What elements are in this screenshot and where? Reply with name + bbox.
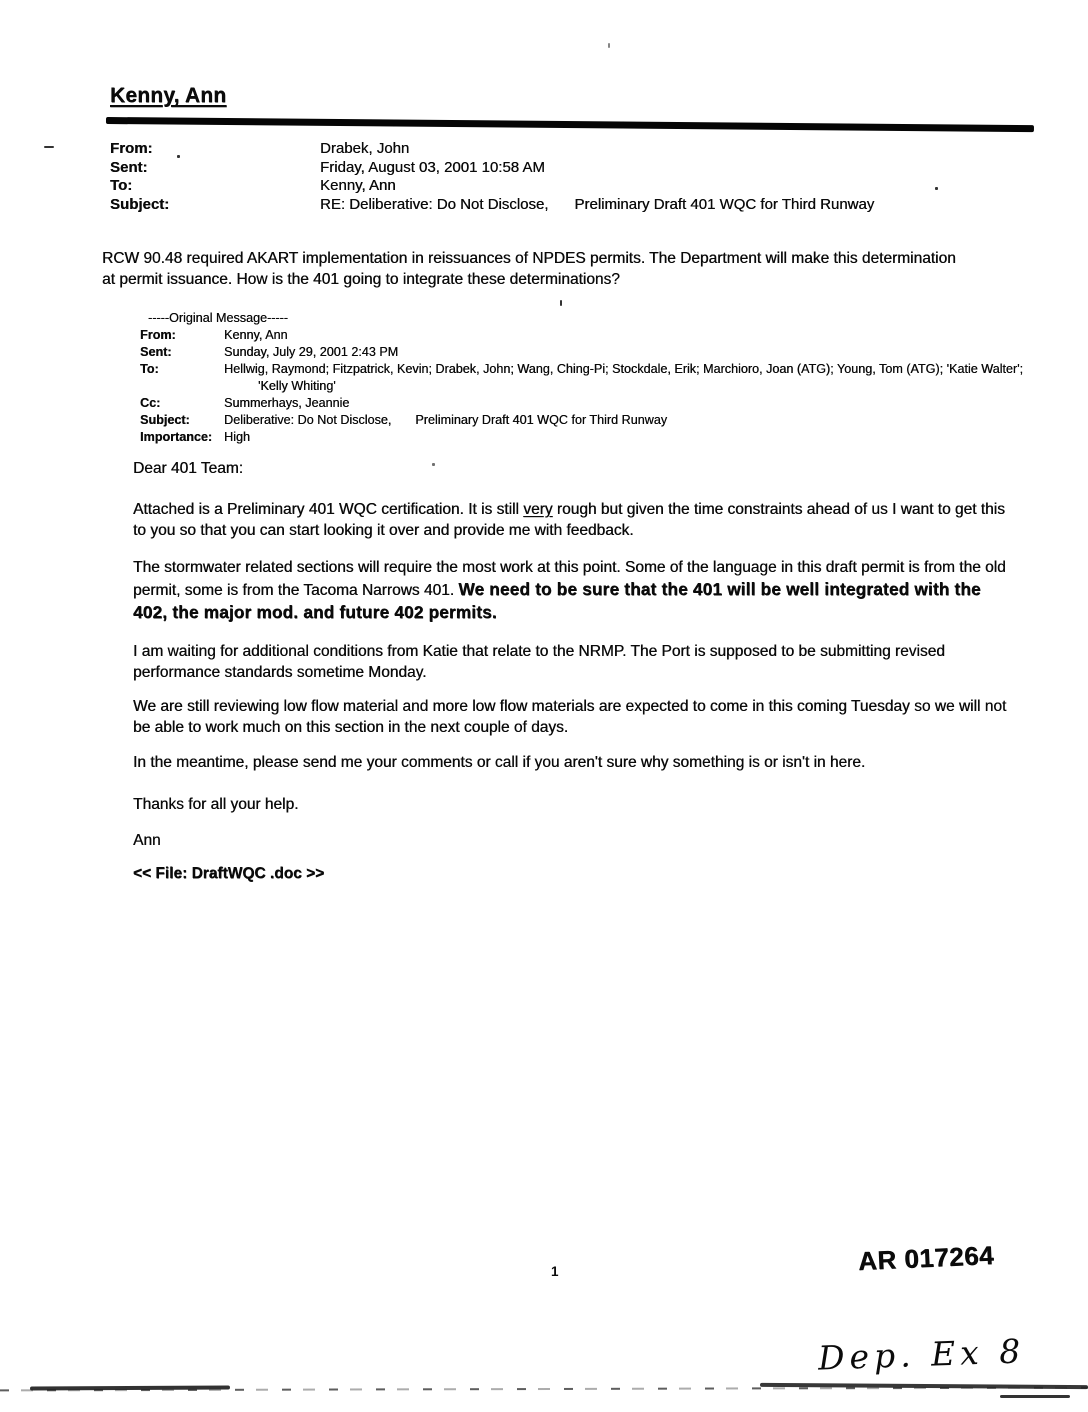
field-value: Summerhays, Jeannie bbox=[224, 396, 350, 410]
field-value: Friday, August 03, 2001 10:58 AM bbox=[320, 158, 545, 176]
attachment-reference: << File: DraftWQC .doc >> bbox=[133, 865, 325, 882]
paragraph-4: We are still reviewing low flow material and more low flow materials are expected to come in this coming Tuesday so we will not be able to work much on this section in the next couple of days. bbox=[133, 698, 1007, 736]
scan-speck bbox=[935, 187, 938, 190]
field-value: Drabek, John bbox=[320, 140, 410, 157]
quoted-row-cc bbox=[140, 395, 1030, 412]
scan-speck bbox=[44, 146, 54, 148]
page-number: 1 bbox=[551, 1264, 559, 1279]
field-label: From: bbox=[110, 140, 153, 157]
field-label: Subject: bbox=[110, 195, 170, 213]
field-value: Kenny, Ann bbox=[224, 328, 288, 342]
field-value: Sunday, July 29, 2001 2:43 PM bbox=[224, 345, 399, 359]
underlined-word: very bbox=[523, 501, 553, 518]
scan-edge-line-dark-segment bbox=[1000, 1395, 1070, 1398]
field-label: To: bbox=[140, 362, 159, 376]
signature: Ann bbox=[133, 832, 161, 849]
handwritten-exhibit-stamp: Dep. Ex 8 bbox=[817, 1331, 1026, 1378]
subject-part-1: RE: Deliberative: Do Not Disclose, bbox=[320, 195, 549, 213]
scan-speck bbox=[177, 155, 180, 158]
field-label: Sent: bbox=[110, 158, 148, 176]
scan-speck bbox=[560, 300, 562, 306]
field-value: High bbox=[224, 430, 250, 444]
recipient-heading: Kenny, Ann bbox=[110, 84, 227, 107]
subject-part-2: Preliminary Draft 401 WQC for Third Runway bbox=[415, 413, 667, 427]
header-row-subject bbox=[110, 196, 1040, 215]
quoted-row-from bbox=[140, 327, 1030, 344]
field-label: Importance: bbox=[140, 430, 213, 444]
header-row-to bbox=[110, 177, 1040, 196]
scan-speck bbox=[608, 43, 610, 48]
header-divider-rule bbox=[106, 117, 1034, 132]
paragraph-1-text: Attached is a Preliminary 401 WQC certification. It is still bbox=[133, 501, 524, 518]
header-row-sent bbox=[110, 159, 1040, 178]
header-row-from bbox=[110, 140, 1040, 159]
quoted-email-header bbox=[140, 310, 1030, 446]
paragraph-1-text: rough but given the time constraints ahead of us I want to get this to you so that you can start looking it over and provide me with feedback. bbox=[133, 501, 1005, 539]
quoted-row-subject bbox=[140, 412, 1030, 429]
paragraph-3: I am waiting for additional conditions from Katie that relate to the NRMP. The Port is supposed to be submitting revised performance standards sometime Monday. bbox=[133, 643, 945, 681]
field-value: Hellwig, Raymond; Fitzpatrick, Kevin; Drabek, John; Wang, Ching-Pi; Stockdale, Erik; Marchioro, Joan (ATG); Young, Tom (ATG); 'Katie Walter'; 'Kelly Whiting' bbox=[224, 362, 1023, 393]
paragraph-2 bbox=[133, 557, 1017, 624]
paragraph-1 bbox=[133, 499, 1017, 541]
quoted-row-importance bbox=[140, 429, 1030, 446]
field-label: To: bbox=[110, 177, 133, 194]
field-label: Subject: bbox=[140, 413, 190, 427]
quoted-row-to bbox=[140, 361, 1030, 395]
field-value: Kenny, Ann bbox=[320, 177, 396, 194]
outer-email-header bbox=[110, 140, 1040, 214]
emphasized-sentence: We need to be sure that the 401 will be well integrated with the 402, the major mod. and future 402 permits. bbox=[133, 579, 981, 622]
field-value bbox=[224, 412, 667, 429]
subject-part-2: Preliminary Draft 401 WQC for Third Runway bbox=[574, 195, 875, 213]
bates-number-stamp: AR 017264 bbox=[857, 1239, 995, 1277]
subject-part-1: Deliberative: Do Not Disclose, bbox=[224, 413, 392, 427]
field-label: Sent: bbox=[140, 345, 172, 359]
scan-speck bbox=[432, 463, 435, 466]
field-label: Cc: bbox=[140, 396, 161, 410]
outer-email-body: RCW 90.48 required AKART implementation in reissuances of NPDES permits. The Department will make this determination at permit issuance. How is the 401 going to integrate these determinations? bbox=[102, 250, 956, 288]
paragraph-5: In the meantime, please send me your comments or call if you aren't sure why something is or isn't in here. bbox=[133, 754, 866, 771]
closing-line: Thanks for all your help. bbox=[133, 796, 299, 813]
original-message-separator: -----Original Message----- bbox=[148, 311, 288, 325]
field-value bbox=[320, 196, 874, 215]
quoted-email-body bbox=[133, 458, 1017, 884]
salutation: Dear 401 Team: bbox=[133, 460, 243, 477]
quoted-row-sent bbox=[140, 344, 1030, 361]
paragraph-2-text: The stormwater related sections will require the most work at this point. Some of the language in this draft permit is from the old permit, some is from the Tacoma Narrows 401. bbox=[133, 559, 1006, 599]
field-label: From: bbox=[140, 328, 176, 342]
